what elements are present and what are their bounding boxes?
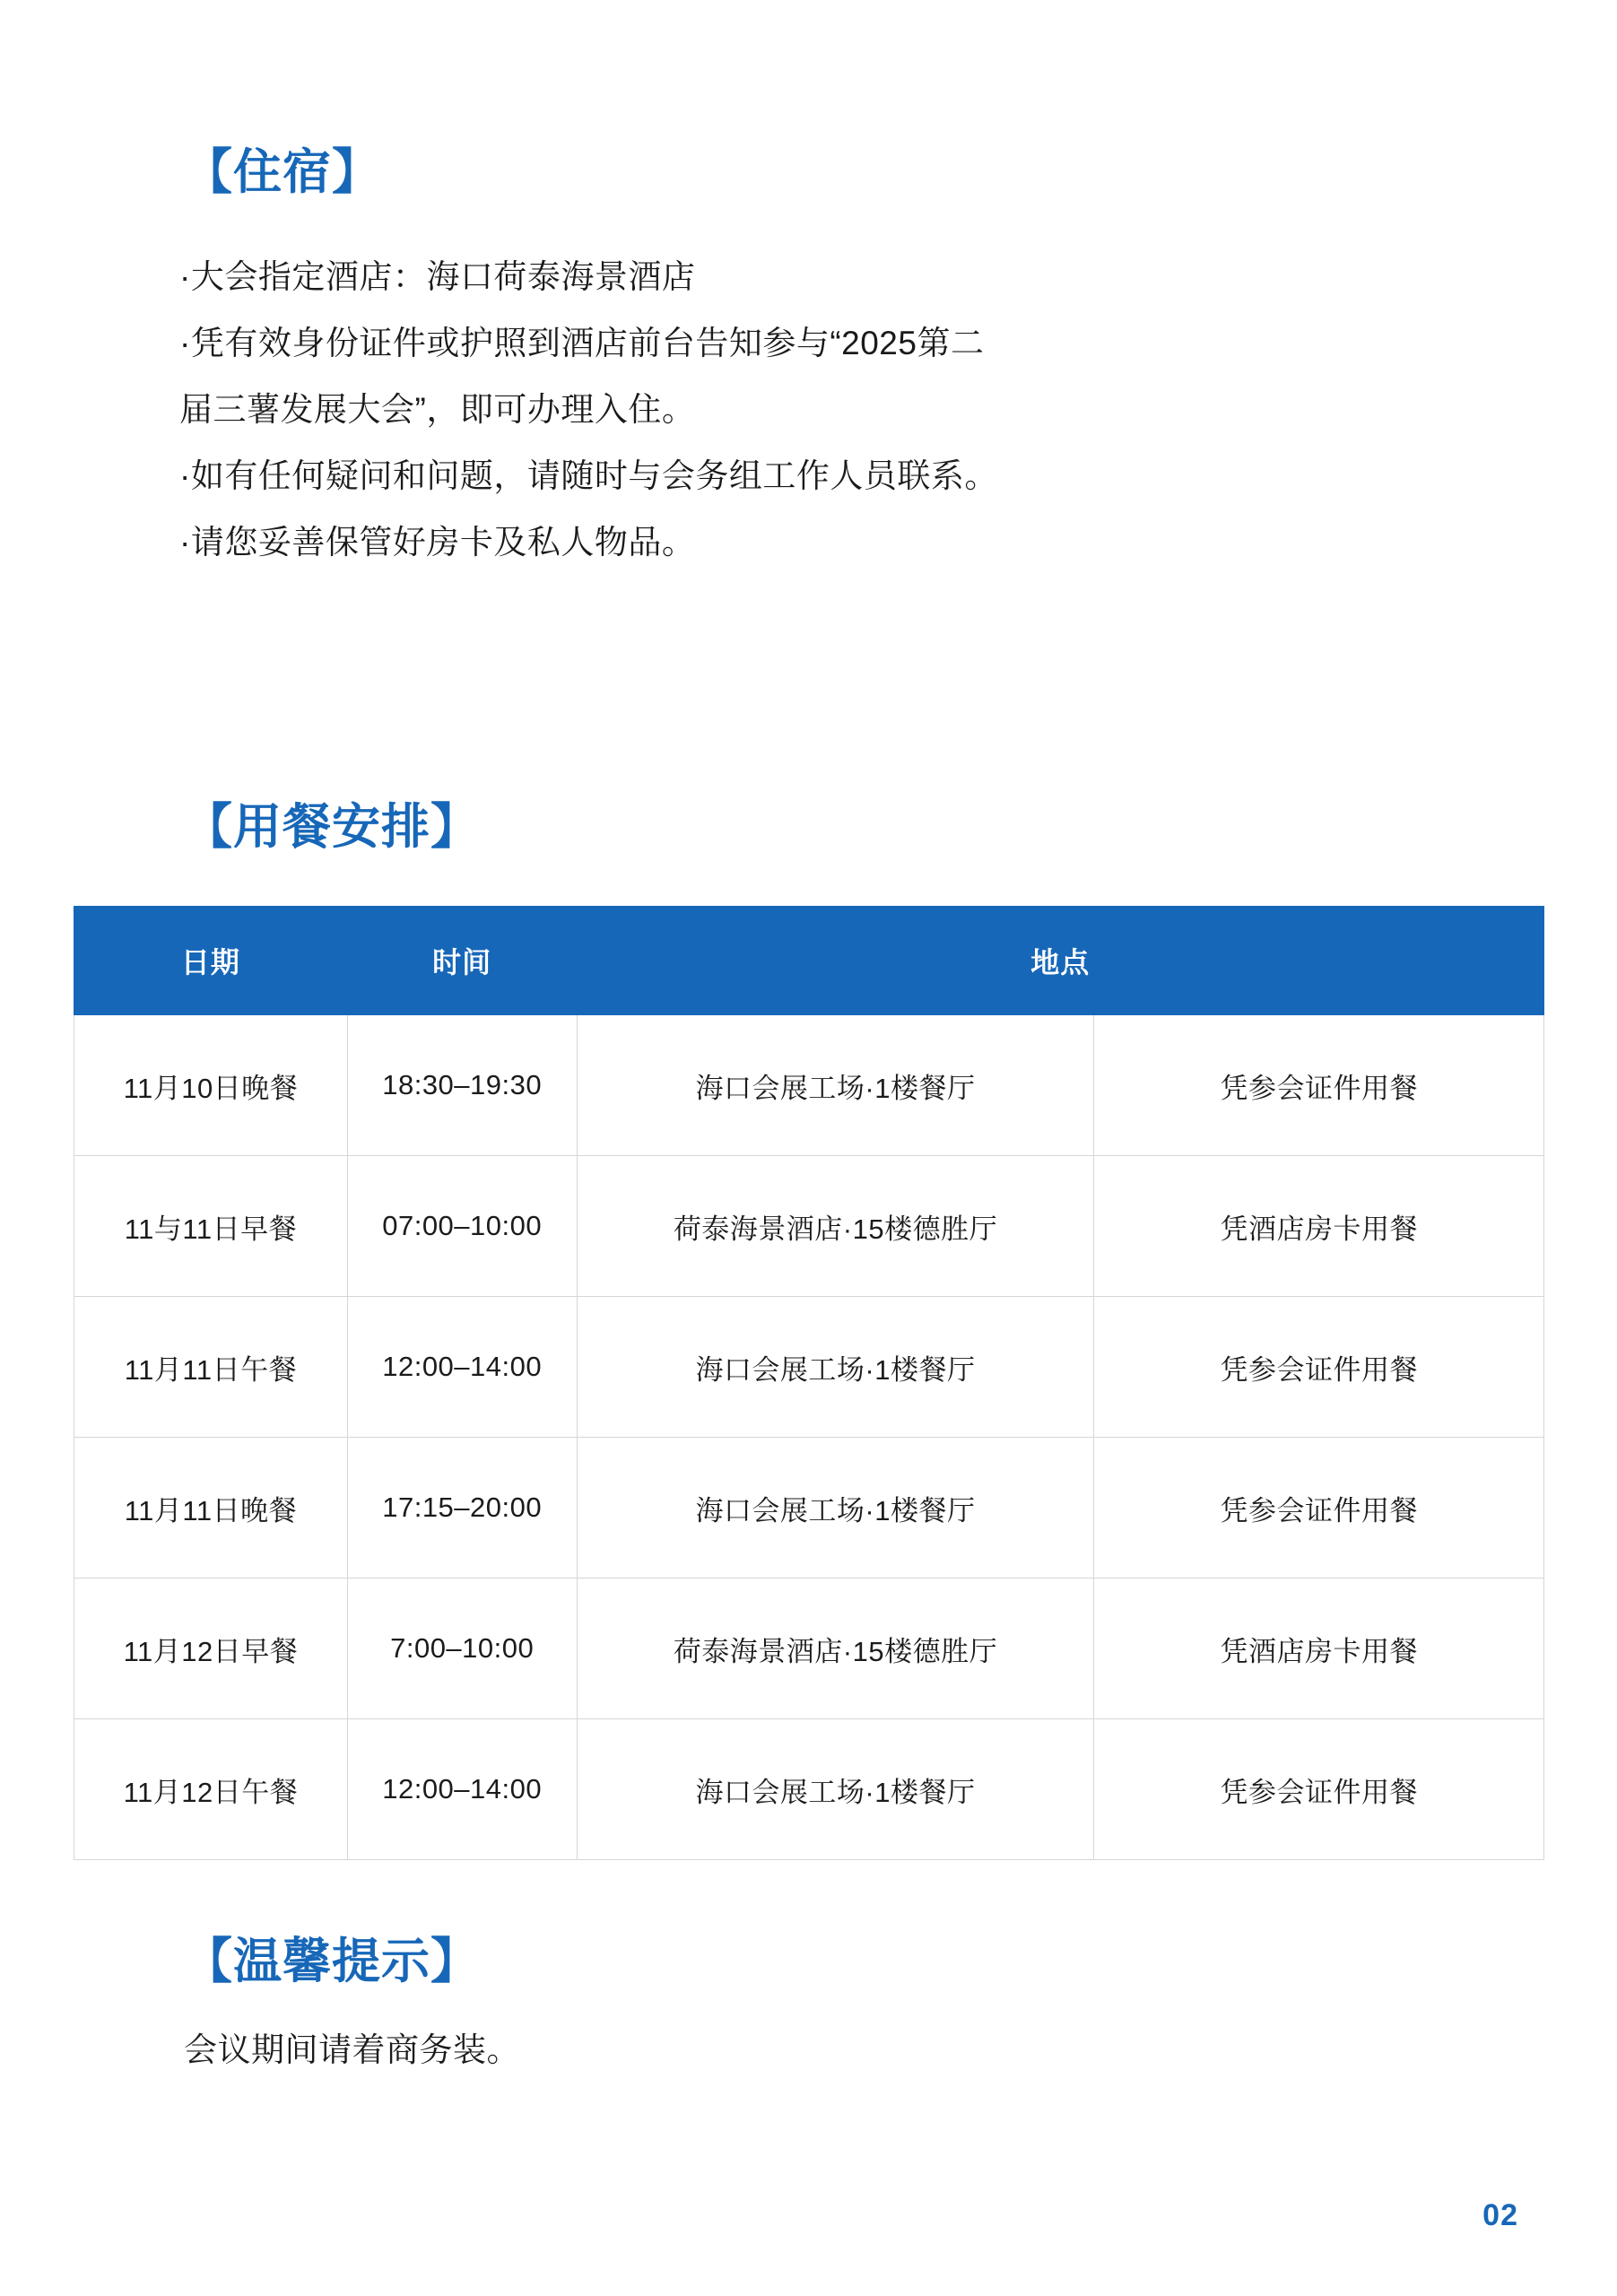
cell-date: 11月12日午餐 [74, 1719, 348, 1860]
cell-place: 荷泰海景酒店·15楼德胜厅 [577, 1578, 1094, 1719]
table-header-time: 时间 [347, 907, 577, 1015]
cell-time: 18:30–19:30 [347, 1015, 577, 1156]
cell-time: 7:00–10:00 [347, 1578, 577, 1719]
cell-time: 17:15–20:00 [347, 1438, 577, 1578]
cell-note: 凭参会证件用餐 [1094, 1297, 1544, 1438]
cell-place: 海口会展工场·1楼餐厅 [577, 1719, 1094, 1860]
tips-text: 会议期间请着商务装。 [184, 2031, 520, 2068]
cell-date: 11月12日早餐 [74, 1578, 348, 1719]
cell-note: 凭参会证件用餐 [1094, 1719, 1544, 1860]
section-heading-lodging: 【住宿】 [184, 145, 381, 199]
meal-schedule-table-wrap [74, 906, 1544, 1860]
table-row [74, 1297, 1544, 1438]
cell-place: 海口会展工场·1楼餐厅 [577, 1015, 1094, 1156]
table-row [74, 1719, 1544, 1860]
cell-note: 凭酒店房卡用餐 [1094, 1156, 1544, 1297]
lodging-paragraph-line: ·请您妥善保管好房卡及私人物品。 [179, 524, 696, 561]
page-number: 02 [1482, 2198, 1518, 2232]
lodging-paragraph-line: ·如有任何疑问和问题，请随时与会务组工作人员联系。 [179, 457, 998, 494]
cell-note: 凭参会证件用餐 [1094, 1015, 1544, 1156]
lodging-paragraph [179, 326, 1453, 426]
section-heading-dining: 【用餐安排】 [184, 800, 480, 854]
table-row [74, 1438, 1544, 1578]
section-heading-tips: 【温馨提示】 [184, 1935, 480, 1988]
table-row [74, 1015, 1544, 1156]
table-header-date: 日期 [74, 907, 348, 1015]
cell-time: 12:00–14:00 [347, 1719, 577, 1860]
cell-date: 11与11日早餐 [74, 1156, 348, 1297]
cell-date: 11月11日晚餐 [74, 1438, 348, 1578]
lodging-paragraph [179, 526, 1453, 559]
table-header-row [74, 907, 1544, 1015]
meal-schedule-table [74, 906, 1544, 1860]
cell-place: 荷泰海景酒店·15楼德胜厅 [577, 1156, 1094, 1297]
cell-note: 凭酒店房卡用餐 [1094, 1578, 1544, 1719]
lodging-paragraph-line: ·大会指定酒店：海口荷泰海景酒店 [179, 258, 696, 295]
table-header-location: 地点 [577, 907, 1543, 1015]
cell-note: 凭参会证件用餐 [1094, 1438, 1544, 1578]
cell-time: 12:00–14:00 [347, 1297, 577, 1438]
cell-place: 海口会展工场·1楼餐厅 [577, 1297, 1094, 1438]
lodging-paragraph-list [179, 260, 1453, 592]
table-row [74, 1156, 1544, 1297]
lodging-paragraph-line: 届三薯发展大会”，即可办理入住。 [179, 391, 696, 428]
table-row [74, 1578, 1544, 1719]
cell-place: 海口会展工场·1楼餐厅 [577, 1438, 1094, 1578]
cell-date: 11月11日午餐 [74, 1297, 348, 1438]
lodging-paragraph [179, 260, 1453, 293]
lodging-paragraph-line: ·凭有效身份证件或护照到酒店前台告知参与“2025第二 [179, 325, 985, 361]
lodging-paragraph [179, 459, 1453, 492]
cell-time: 07:00–10:00 [347, 1156, 577, 1297]
cell-date: 11月10日晚餐 [74, 1015, 348, 1156]
